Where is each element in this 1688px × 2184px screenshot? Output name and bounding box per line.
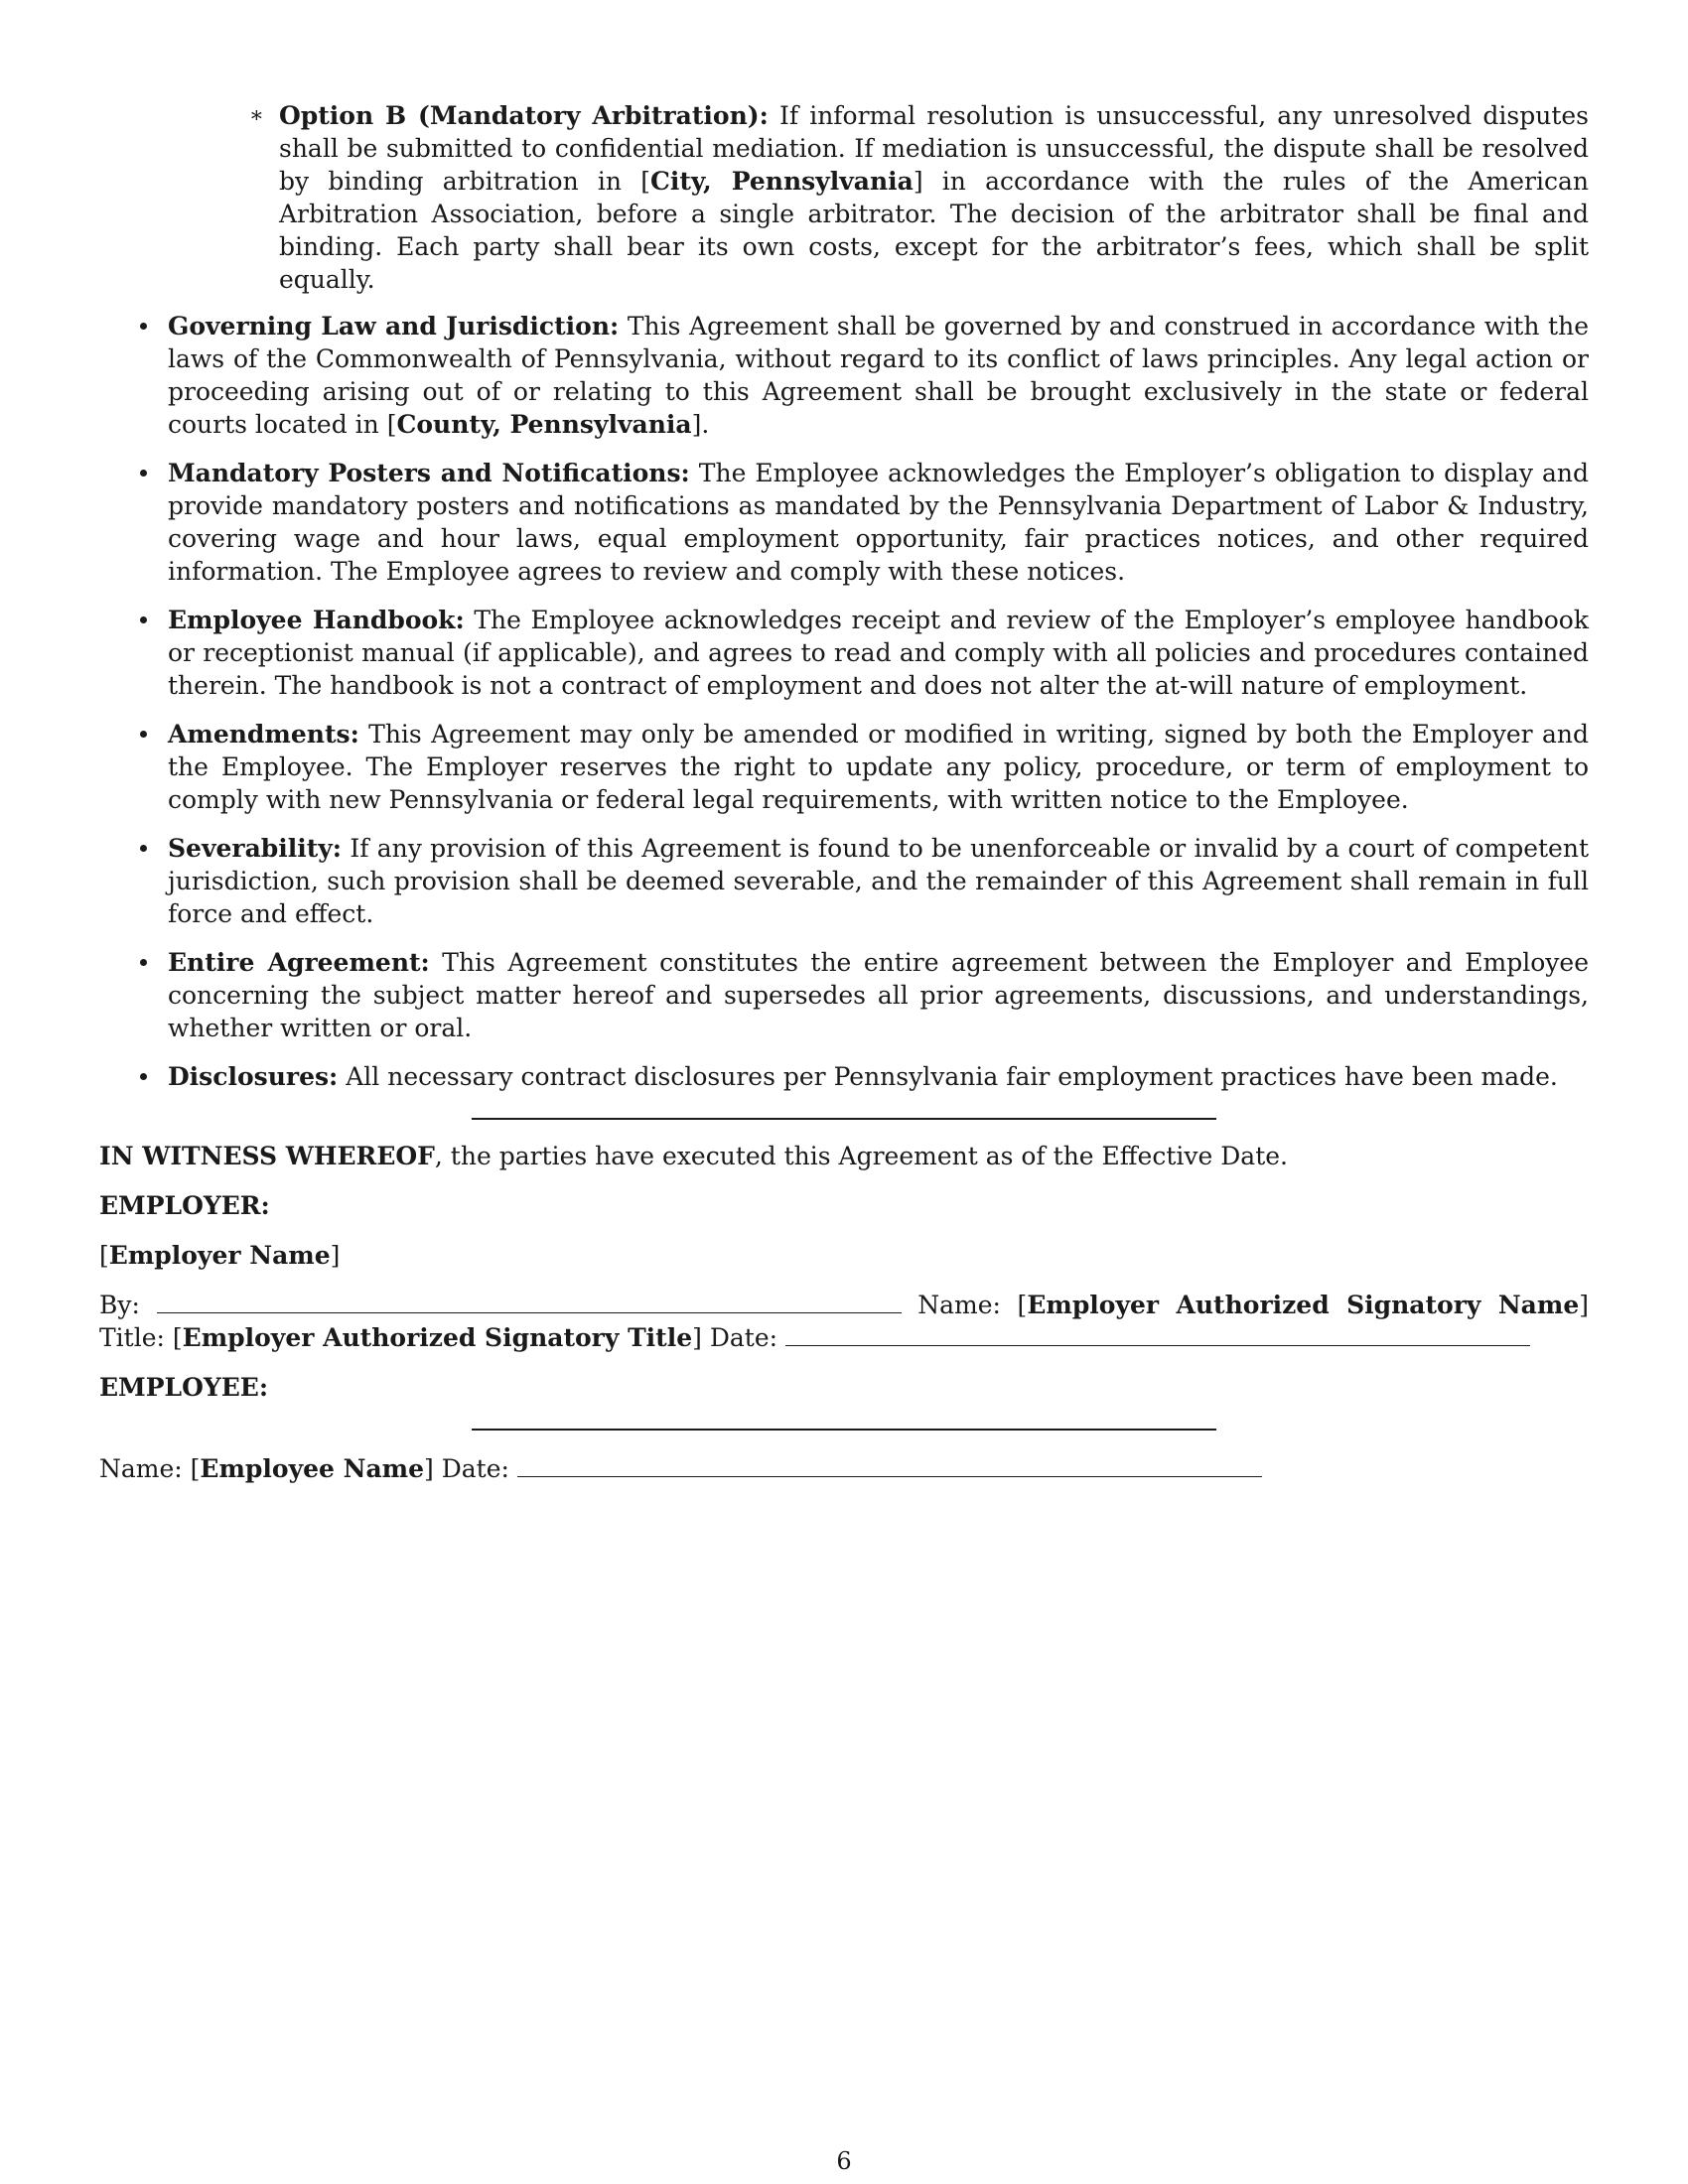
bullet-icon <box>140 616 147 623</box>
bullet-icon <box>140 1073 147 1080</box>
employer-date-label: ] Date: <box>692 1323 778 1352</box>
employer-title-label: ] Title: [ <box>99 1291 1589 1352</box>
employer-signatory-title: Employer Authorized Signatory Title <box>182 1323 693 1352</box>
option-b-item <box>249 99 1589 296</box>
disclosures-text: All necessary contract disclosures per Pennsylvania fair employment practices have been made. <box>338 1062 1558 1091</box>
employer-name: Employer Name <box>108 1241 331 1270</box>
employee-signature-line[interactable] <box>472 1429 1216 1431</box>
severability-text: If any provision of this Agreement is found to be unenforceable or invalid by a court of competent jurisdiction, such provision shall be deemed severable, and the remainder of this Agreement shall remain in full force and effect. <box>168 834 1589 928</box>
governing-law-item <box>168 310 1589 441</box>
amendments-text: This Agreement may only be amended or modified in writing, signed by both the Employer and the Employee. The Employer reserves the right to update any policy, procedure, or term of employment to comply with new Pennsylvania or federal legal requirements, with written notice to the Employee. <box>168 720 1589 814</box>
witness-text: , the parties have executed this Agreement as of the Effective Date. <box>434 1142 1289 1170</box>
option-b-text-1: If informal resolution is unsuccessful, any unresolved disputes shall be submitted to confidential mediation. If mediation is unsuccessful, the dispute shall be resolved by binding arbitration in [ <box>279 101 1589 196</box>
entire-agreement-text: This Agreement constitutes the entire agreement between the Employer and Employee concerning the subject matter hereof and supersedes all prior agreements, discussions, and understandings, whether written or oral. <box>168 948 1590 1042</box>
employee-name-label: Name: [ <box>99 1454 201 1483</box>
option-b-city: City, Pennsylvania <box>649 167 914 196</box>
employer-name-label: Name: [ <box>917 1291 1028 1319</box>
bullet-icon <box>140 470 147 477</box>
bullet-icon <box>140 845 147 852</box>
employer-date-line[interactable] <box>785 1321 1530 1346</box>
severability-item <box>168 832 1589 930</box>
governing-law-heading: Governing Law and Jurisdiction: <box>168 312 620 341</box>
asterisk-marker: ∗ <box>249 103 264 128</box>
posters-item <box>168 457 1589 588</box>
posters-heading: Mandatory Posters and Notifications: <box>168 459 690 487</box>
document-page <box>99 99 1589 1485</box>
employer-name-line: [Employer Name] <box>99 1241 341 1270</box>
entire-agreement-item <box>168 946 1589 1044</box>
witness-statement <box>99 1140 1589 1172</box>
option-b-heading: Option B (Mandatory Arbitration): <box>279 101 769 130</box>
employer-signature-line[interactable] <box>157 1289 902 1313</box>
option-b-text-2: ] in accordance with the rules of the American Arbitration Association, before a single arbitrator. The decision of the arbitrator shall be final and binding. Each party shall bear its own costs, except for the arbitrator’s fees, which shall be split equally. <box>279 167 1589 294</box>
handbook-item <box>168 604 1589 702</box>
governing-law-county: County, Pennsylvania <box>396 410 692 439</box>
entire-agreement-heading: Entire Agreement: <box>168 948 430 977</box>
clause-list <box>99 310 1589 1093</box>
posters-text: The Employee acknowledges the Employer’s obligation to display and provide mandatory posters and notifications as mandated by the Pennsylvania Department of Labor & Industry, covering wage and hour laws, equal employment opportunity, fair practices notices, and other required information. The Employee agrees to review and comply with these notices. <box>168 459 1589 586</box>
employer-signature-block <box>99 1289 1589 1354</box>
employee-label: EMPLOYEE: <box>99 1373 269 1402</box>
by-label: By: <box>99 1291 140 1319</box>
amendments-item <box>168 718 1589 816</box>
disclosures-heading: Disclosures: <box>168 1062 339 1091</box>
employee-signature-block <box>99 1452 1589 1485</box>
handbook-heading: Employee Handbook: <box>168 606 465 634</box>
page-number: 6 <box>836 2147 852 2175</box>
disclosures-item <box>168 1060 1589 1093</box>
employee-date-label: ] Date: <box>424 1454 509 1483</box>
bullet-icon <box>140 323 147 330</box>
witness-bold: IN WITNESS WHEREOF <box>99 1142 435 1170</box>
governing-law-text-2: ]. <box>691 410 710 439</box>
bullet-icon <box>140 731 147 738</box>
employer-label: EMPLOYER: <box>99 1191 270 1220</box>
bullet-icon <box>140 959 147 966</box>
section-divider <box>472 1118 1216 1120</box>
handbook-text: The Employee acknowledges receipt and review of the Employer’s employee handbook or receptionist manual (if applicable), and agrees to read and comply with all policies and procedures contained therein. The handbook is not a contract of employment and does not alter the at-will nature of employment. <box>168 606 1589 700</box>
governing-law-text-1: This Agreement shall be governed by and construed in accordance with the laws of the Commonwealth of Pennsylvania, without regard to its conflict of laws principles. Any legal action or proceeding arising out of or relating to this Agreement shall be brought exclusively in the state or federal courts located in [ <box>168 312 1589 439</box>
employee-name: Employee Name <box>200 1454 425 1483</box>
severability-heading: Severability: <box>168 834 343 863</box>
amendments-heading: Amendments: <box>168 720 359 749</box>
employer-signatory-name: Employer Authorized Signatory Name <box>1027 1291 1580 1319</box>
employee-date-line[interactable] <box>517 1452 1262 1477</box>
